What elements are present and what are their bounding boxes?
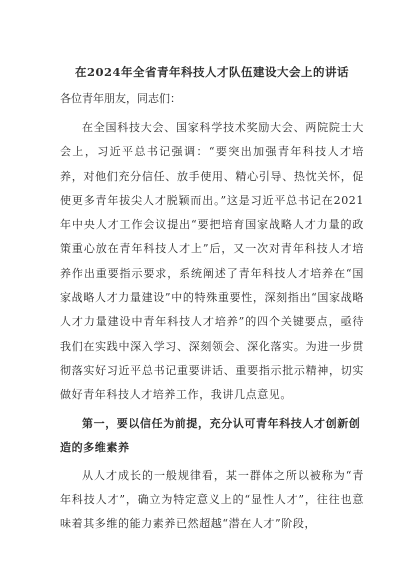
section-paragraph: 从人才成长的一般规律看，某一群体之所以被称为“青年科技人才”，确立为特定意义上的“显性人才”，往往也意味着其多维的能力素养已然超越“潜在人才”阶段，	[60, 468, 364, 531]
section-heading: 第一，要以信任为前提，充分认可青年科技人才创新创造的多维素养	[60, 416, 361, 454]
document-title: 在2024年全省青年科技人才队伍建设大会上的讲话	[74, 65, 349, 79]
body-paragraph: 在全国科技大会、国家科学技术奖励大会、两院院士大会上，习近平总书记强调：“要突出加强青年科技人才培养，对他们充分信任、放手使用、精心引导、热忱关怀，促使更多青年拔尖人才脱颖而出。”这是习近平总书记在2021年中央人才工作会议提出“要把培育国家战略人才力量的政策重心放在青年科技人才上”后，又一次对青年科技人才培养作出重要指示要求，系统阐述了青年科技人才培养在“国家战略人才力量建设”中的特殊重要性，深刻指出“国家战略人才力量建设中青年科技人才培养”的四个关键要点，亟待我们在实践中深入学习、深刻领会、深化落实。为进一步贯彻落实好习近平总书记重要讲话、重要指示批示精神，切实做好青年科技人才培养工作，我讲几点意见。	[60, 121, 364, 402]
salutation: 各位青年朋友，同志们：	[60, 92, 181, 105]
